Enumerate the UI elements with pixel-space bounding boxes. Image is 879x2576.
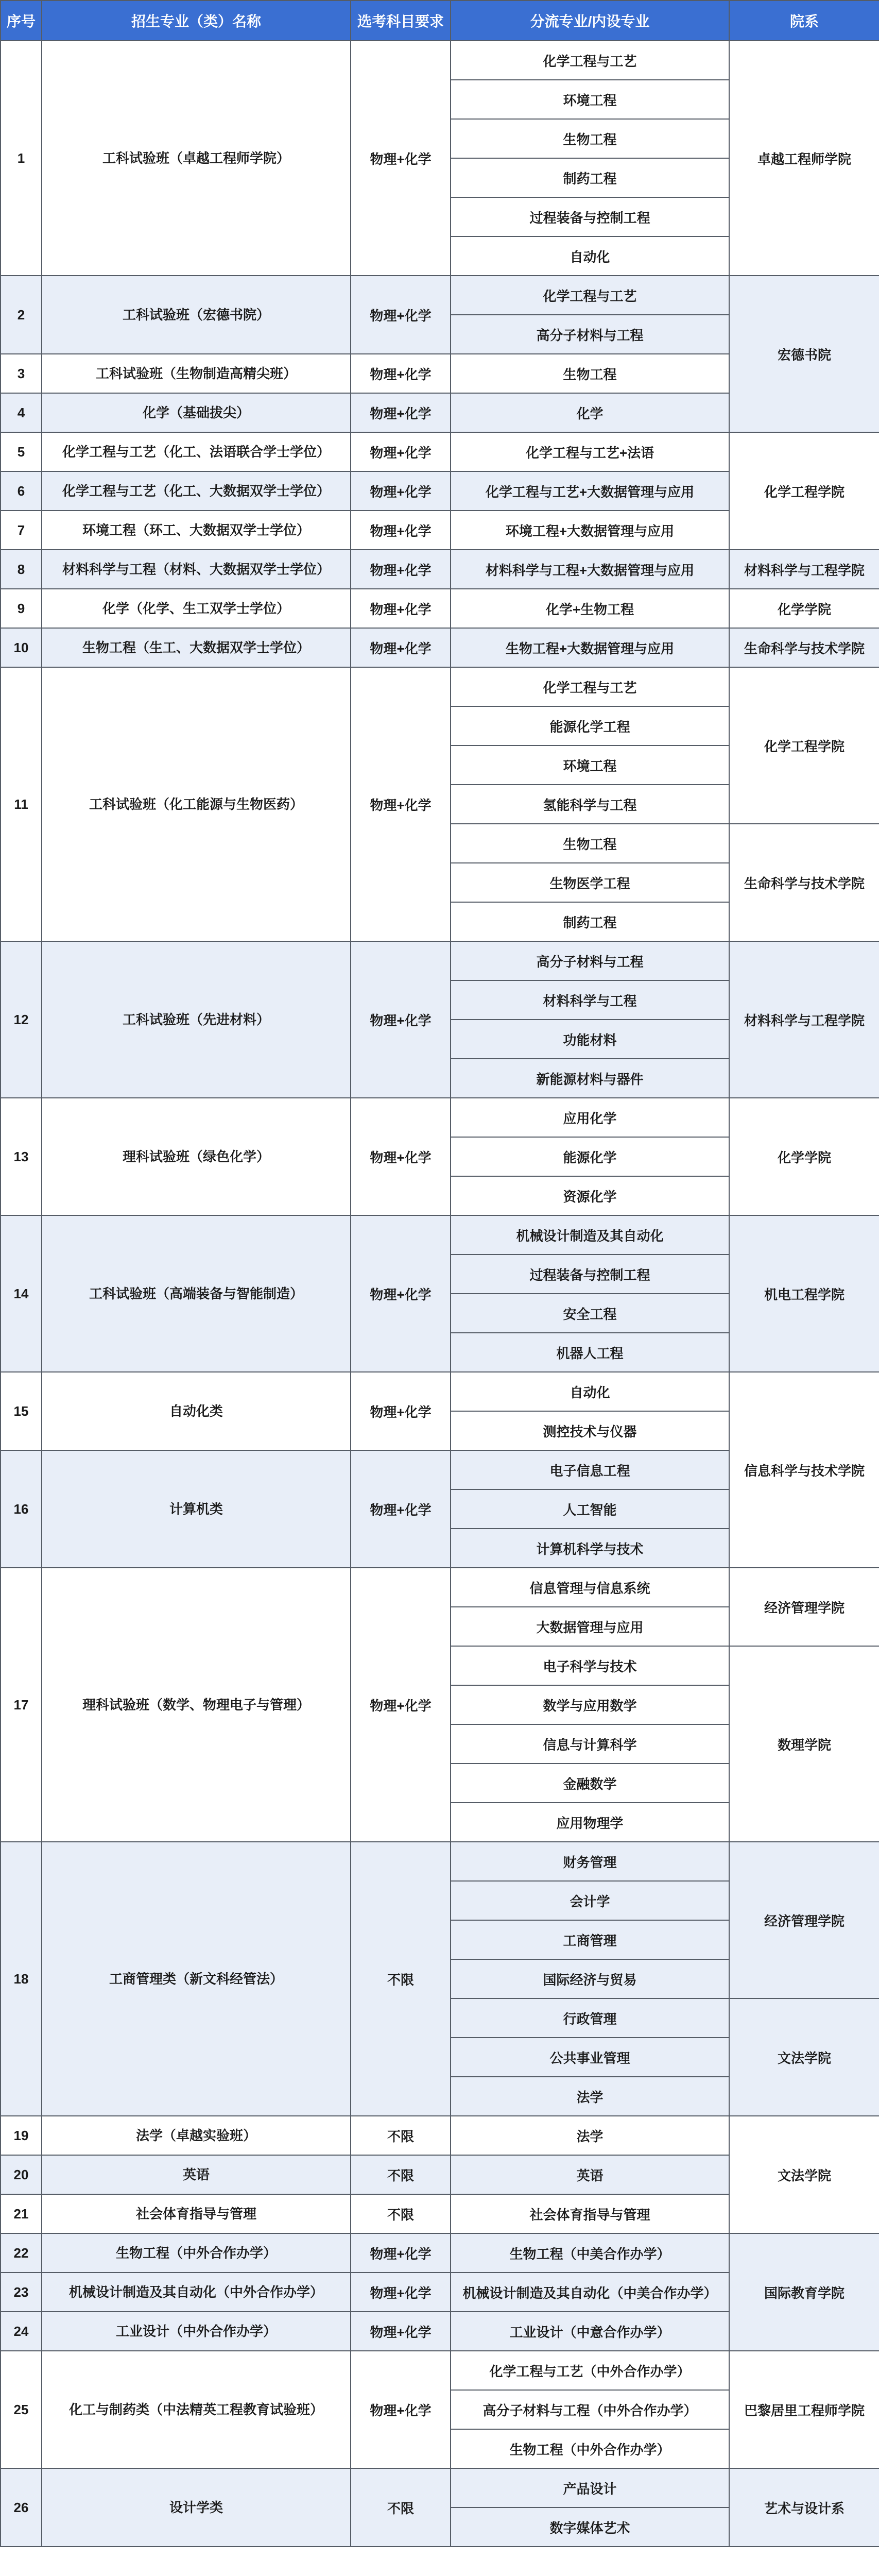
subject-requirement: 物理+化学 — [351, 354, 451, 393]
row-index: 13 — [1, 1098, 42, 1215]
header-college: 院系 — [729, 1, 879, 41]
sub-major: 机械设计制造及其自动化（中美合作办学） — [451, 2273, 729, 2312]
major-name: 工科试验班（化工能源与生物医药） — [42, 667, 351, 941]
subject-requirement: 物理+化学 — [351, 1568, 451, 1842]
subject-requirement: 物理+化学 — [351, 276, 451, 354]
sub-major: 工业设计（中意合作办学） — [451, 2312, 729, 2351]
sub-major: 信息与计算科学 — [451, 1724, 729, 1764]
subject-requirement: 不限 — [351, 2468, 451, 2547]
row-index: 21 — [1, 2194, 42, 2233]
row-index: 22 — [1, 2233, 42, 2273]
row-index: 9 — [1, 589, 42, 628]
sub-major: 自动化 — [451, 1372, 729, 1411]
sub-major: 化学 — [451, 393, 729, 432]
college: 宏德书院 — [729, 276, 879, 432]
major-name: 社会体育指导与管理 — [42, 2194, 351, 2233]
major-name: 化学工程与工艺（化工、法语联合学士学位） — [42, 432, 351, 471]
row-index: 11 — [1, 667, 42, 941]
row-index: 1 — [1, 41, 42, 276]
major-name: 工科试验班（卓越工程师学院） — [42, 41, 351, 276]
sub-major: 制药工程 — [451, 902, 729, 941]
row-index: 26 — [1, 2468, 42, 2547]
subject-requirement: 物理+化学 — [351, 1372, 451, 1450]
sub-major: 资源化学 — [451, 1176, 729, 1215]
major-name: 理科试验班（绿色化学） — [42, 1098, 351, 1215]
sub-major: 生物工程 — [451, 824, 729, 863]
subject-requirement: 物理+化学 — [351, 550, 451, 589]
table-row — [1, 432, 879, 471]
major-name: 工科试验班（先进材料） — [42, 941, 351, 1098]
sub-major: 制药工程 — [451, 158, 729, 197]
major-name: 化学（基础拔尖） — [42, 393, 351, 432]
major-name: 工科试验班（高端装备与智能制造） — [42, 1215, 351, 1372]
sub-major: 化学工程与工艺 — [451, 276, 729, 315]
sub-major: 生物工程 — [451, 119, 729, 158]
sub-major: 过程装备与控制工程 — [451, 1255, 729, 1294]
sub-major: 法学 — [451, 2116, 729, 2155]
sub-major: 产品设计 — [451, 2468, 729, 2507]
sub-major: 环境工程 — [451, 745, 729, 785]
sub-major: 法学 — [451, 2077, 729, 2116]
subject-requirement: 物理+化学 — [351, 393, 451, 432]
row-index: 2 — [1, 276, 42, 354]
sub-major: 生物工程+大数据管理与应用 — [451, 628, 729, 667]
sub-major: 电子信息工程 — [451, 1450, 729, 1489]
sub-major: 高分子材料与工程（中外合作办学） — [451, 2390, 729, 2429]
sub-major: 化学工程与工艺（中外合作办学） — [451, 2351, 729, 2390]
subject-requirement: 物理+化学 — [351, 2233, 451, 2273]
header-subject-requirement: 选考科目要求 — [351, 1, 451, 41]
sub-major: 测控技术与仪器 — [451, 1411, 729, 1450]
sub-major: 社会体育指导与管理 — [451, 2194, 729, 2233]
subject-requirement: 不限 — [351, 2116, 451, 2155]
college: 卓越工程师学院 — [729, 41, 879, 276]
table-row — [1, 667, 879, 706]
major-name: 工商管理类（新文科经管法） — [42, 1842, 351, 2116]
sub-major: 应用物理学 — [451, 1803, 729, 1842]
major-name: 自动化类 — [42, 1372, 351, 1450]
sub-major: 生物医学工程 — [451, 863, 729, 902]
table-row — [1, 276, 879, 315]
sub-major: 化学工程与工艺+大数据管理与应用 — [451, 471, 729, 511]
subject-requirement: 不限 — [351, 2194, 451, 2233]
sub-major: 材料科学与工程+大数据管理与应用 — [451, 550, 729, 589]
sub-major: 氢能科学与工程 — [451, 785, 729, 824]
sub-major: 行政管理 — [451, 1998, 729, 2038]
sub-major: 环境工程 — [451, 80, 729, 119]
college: 材料科学与工程学院 — [729, 550, 879, 589]
sub-major: 计算机科学与技术 — [451, 1529, 729, 1568]
major-name: 工科试验班（宏德书院） — [42, 276, 351, 354]
college: 材料科学与工程学院 — [729, 941, 879, 1098]
sub-major: 国际经济与贸易 — [451, 1959, 729, 1998]
subject-requirement: 物理+化学 — [351, 1215, 451, 1372]
sub-major: 安全工程 — [451, 1294, 729, 1333]
subject-requirement: 物理+化学 — [351, 628, 451, 667]
subject-requirement: 物理+化学 — [351, 667, 451, 941]
college: 化学工程学院 — [729, 432, 879, 550]
row-index: 5 — [1, 432, 42, 471]
row-index: 8 — [1, 550, 42, 589]
major-name: 计算机类 — [42, 1450, 351, 1568]
college: 化学学院 — [729, 1098, 879, 1215]
header-row — [1, 1, 879, 41]
table-row — [1, 1372, 879, 1411]
sub-major: 公共事业管理 — [451, 2038, 729, 2077]
sub-major: 会计学 — [451, 1881, 729, 1920]
sub-major: 应用化学 — [451, 1098, 729, 1137]
row-index: 25 — [1, 2351, 42, 2468]
subject-requirement: 不限 — [351, 1842, 451, 2116]
table-row — [1, 2468, 879, 2507]
table-row — [1, 628, 879, 667]
table-row — [1, 41, 879, 80]
sub-major: 高分子材料与工程 — [451, 941, 729, 980]
sub-major: 功能材料 — [451, 1020, 729, 1059]
major-name: 化工与制药类（中法精英工程教育试验班） — [42, 2351, 351, 2468]
college: 巴黎居里工程师学院 — [729, 2351, 879, 2468]
sub-major: 机器人工程 — [451, 1333, 729, 1372]
row-index: 15 — [1, 1372, 42, 1450]
major-name: 材料科学与工程（材料、大数据双学士学位） — [42, 550, 351, 589]
sub-major: 金融数学 — [451, 1764, 729, 1803]
table-row — [1, 550, 879, 589]
sub-major: 财务管理 — [451, 1842, 729, 1881]
sub-major: 生物工程 — [451, 354, 729, 393]
row-index: 10 — [1, 628, 42, 667]
table-row — [1, 589, 879, 628]
sub-major: 能源化学 — [451, 1137, 729, 1176]
sub-major: 自动化 — [451, 236, 729, 276]
table-row — [1, 2351, 879, 2390]
college: 文法学院 — [729, 1998, 879, 2116]
college: 经济管理学院 — [729, 1842, 879, 1998]
table-row — [1, 1215, 879, 1255]
table-row — [1, 2233, 879, 2273]
sub-major: 数字媒体艺术 — [451, 2507, 729, 2547]
row-index: 6 — [1, 471, 42, 511]
major-name: 工业设计（中外合作办学） — [42, 2312, 351, 2351]
sub-major: 化学工程与工艺 — [451, 667, 729, 706]
row-index: 12 — [1, 941, 42, 1098]
header-sub-major: 分流专业/内设专业 — [451, 1, 729, 41]
sub-major: 信息管理与信息系统 — [451, 1568, 729, 1607]
sub-major: 能源化学工程 — [451, 706, 729, 745]
college: 经济管理学院 — [729, 1568, 879, 1646]
subject-requirement: 物理+化学 — [351, 41, 451, 276]
sub-major: 人工智能 — [451, 1489, 729, 1529]
major-name: 英语 — [42, 2155, 351, 2194]
major-name: 法学（卓越实验班） — [42, 2116, 351, 2155]
sub-major: 数学与应用数学 — [451, 1685, 729, 1724]
row-index: 7 — [1, 511, 42, 550]
major-name: 环境工程（环工、大数据双学士学位） — [42, 511, 351, 550]
major-name: 机械设计制造及其自动化（中外合作办学） — [42, 2273, 351, 2312]
college: 国际教育学院 — [729, 2233, 879, 2351]
sub-major: 工商管理 — [451, 1920, 729, 1959]
major-name: 工科试验班（生物制造高精尖班） — [42, 354, 351, 393]
row-index: 23 — [1, 2273, 42, 2312]
sub-major: 生物工程（中美合作办学） — [451, 2233, 729, 2273]
table-row — [1, 1098, 879, 1137]
table-row — [1, 1568, 879, 1607]
subject-requirement: 物理+化学 — [351, 471, 451, 511]
table-row — [1, 941, 879, 980]
table-row — [1, 1842, 879, 1881]
sub-major: 过程装备与控制工程 — [451, 197, 729, 236]
subject-requirement: 物理+化学 — [351, 2351, 451, 2468]
major-name: 化学（化学、生工双学士学位） — [42, 589, 351, 628]
subject-requirement: 物理+化学 — [351, 2312, 451, 2351]
table-row — [1, 2116, 879, 2155]
header-index: 序号 — [1, 1, 42, 41]
sub-major: 化学工程与工艺+法语 — [451, 432, 729, 471]
college: 数理学院 — [729, 1646, 879, 1842]
row-index: 17 — [1, 1568, 42, 1842]
college: 化学工程学院 — [729, 667, 879, 824]
row-index: 16 — [1, 1450, 42, 1568]
sub-major: 英语 — [451, 2155, 729, 2194]
major-name: 理科试验班（数学、物理电子与管理） — [42, 1568, 351, 1842]
college: 机电工程学院 — [729, 1215, 879, 1372]
row-index: 4 — [1, 393, 42, 432]
college: 生命科学与技术学院 — [729, 628, 879, 667]
college: 艺术与设计系 — [729, 2468, 879, 2547]
subject-requirement: 不限 — [351, 2155, 451, 2194]
sub-major: 化学+生物工程 — [451, 589, 729, 628]
sub-major: 化学工程与工艺 — [451, 41, 729, 80]
sub-major: 大数据管理与应用 — [451, 1607, 729, 1646]
subject-requirement: 物理+化学 — [351, 1098, 451, 1215]
major-name: 设计学类 — [42, 2468, 351, 2547]
major-name: 生物工程（生工、大数据双学士学位） — [42, 628, 351, 667]
row-index: 3 — [1, 354, 42, 393]
sub-major: 高分子材料与工程 — [451, 315, 729, 354]
subject-requirement: 物理+化学 — [351, 511, 451, 550]
subject-requirement: 物理+化学 — [351, 941, 451, 1098]
table-body — [1, 41, 879, 2547]
sub-major: 电子科学与技术 — [451, 1646, 729, 1685]
row-index: 19 — [1, 2116, 42, 2155]
college: 生命科学与技术学院 — [729, 824, 879, 941]
sub-major: 生物工程（中外合作办学） — [451, 2429, 729, 2468]
subject-requirement: 物理+化学 — [351, 589, 451, 628]
sub-major: 新能源材料与器件 — [451, 1059, 729, 1098]
college: 信息科学与技术学院 — [729, 1372, 879, 1568]
major-name: 化学工程与工艺（化工、大数据双学士学位） — [42, 471, 351, 511]
subject-requirement: 物理+化学 — [351, 1450, 451, 1568]
subject-requirement: 物理+化学 — [351, 2273, 451, 2312]
row-index: 14 — [1, 1215, 42, 1372]
sub-major: 材料科学与工程 — [451, 980, 729, 1020]
major-name: 生物工程（中外合作办学） — [42, 2233, 351, 2273]
row-index: 18 — [1, 1842, 42, 2116]
header-major-name: 招生专业（类）名称 — [42, 1, 351, 41]
row-index: 20 — [1, 2155, 42, 2194]
row-index: 24 — [1, 2312, 42, 2351]
sub-major: 环境工程+大数据管理与应用 — [451, 511, 729, 550]
subject-requirement: 物理+化学 — [351, 432, 451, 471]
sub-major: 机械设计制造及其自动化 — [451, 1215, 729, 1255]
college: 化学学院 — [729, 589, 879, 628]
college: 文法学院 — [729, 2116, 879, 2233]
